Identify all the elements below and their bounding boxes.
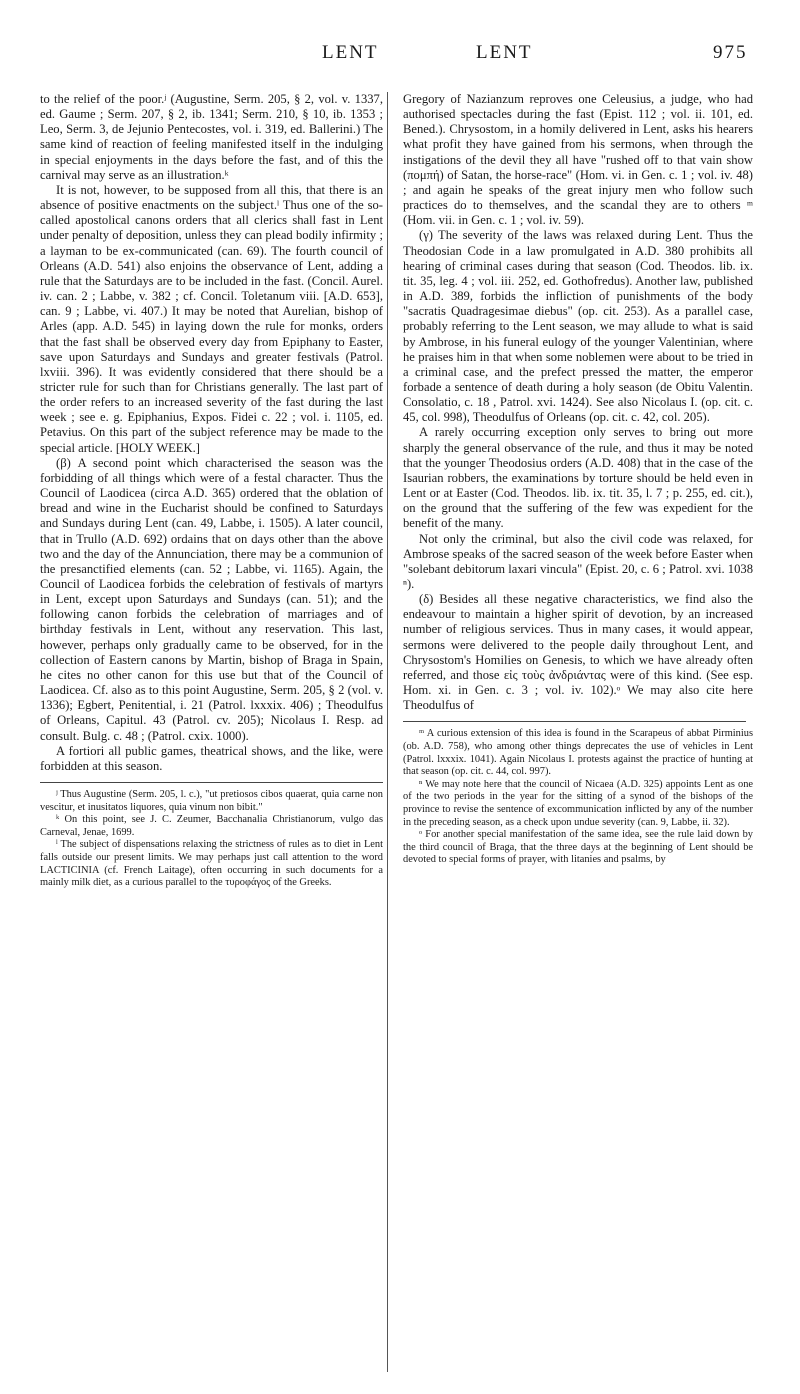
footnote: ᵒ For another special manifestation of the same idea, see the rule laid down by the third council of Braga, that the three days at the beginning of Lent should be devoted to special forms of prayer, with litanies and psalms, by: [403, 829, 753, 866]
running-head-left: LENT: [322, 42, 379, 63]
right-column: [403, 92, 753, 867]
body-paragraph: It is not, however, to be supposed from all this, that there is an absence of positive enactments on the subject.ˡ Thus one of the so-called apostolical canons orders that all clerics shall fast in Lent under penalty of deposition, unless they can plead bodily infirmity ; a layman to be ex-communicated (can. 69). The fourth council of Orleans (A.D. 541) also enjoins the observance of Lent, adding a rule that the Saturdays are to be included in the fast. (Concil. Aurel. iv. can. 2 ; Labbe, v. 382 ; cf. Concil. Toletanum viii. [A.D. 653], can. 9 ; Labbe, vi. 407.) It may be noted that Aurelian, bishop of Arles (app. A.D. 545) in laying down the rule for monks, orders that the fast shall be observed every day from Epiphany to Easter, save upon Saturdays and Sundays and greater festivals (Patrol. lxviii. 396). It was evidently considered that there should be a stricter rule for such than for Christians generally. The last part of the order refers to an increased severity of the fast during the last week ; see e. g. Epiphanius, Expos. Fidei c. 22 ; vol. i. 1105, ed. Petavius. On this part of the subject reference may be made to the special article. [HOLY WEEK.]: [40, 182, 383, 455]
body-paragraph: Not only the criminal, but also the civil code was relaxed, for Ambrose speaks of the sacred season of the week before Easter when "solebant debitorum laxari vincula" (Epist. 20, c. 6 ; Patrol. xvi. 1038 ⁿ).: [403, 531, 753, 591]
footnote: ˡ The subject of dispensations relaxing the strictness of rules as to diet in Lent falls outside our present limits. We may perhaps just call attention to the word LACTICINIA (cf. French Laitage), often occurring in such documents for a mainly milk diet, as a curious parallel to the τυροφάγος of the Greeks.: [40, 839, 383, 889]
running-header: [0, 42, 800, 74]
footnote-divider: [40, 782, 383, 783]
footnote: ⁿ We may note here that the council of Nicaea (A.D. 325) appoints Lent as one of the two periods in the year for the sitting of a synod of the bishops of the province to revise the sentence of excommunication inflicted by any of the number in the preceding season, as a check upon undue severity (can. 9, Labbe, ii. 32).: [403, 778, 753, 828]
footnote-divider: [403, 721, 746, 722]
running-head-center: LENT: [476, 42, 533, 63]
body-paragraph: (δ) Besides all these negative characteristics, we find also the endeavour to maintain a higher spirit of devotion, by an increased number of religious services. Thus in many cases, it would appear, sermons were delivered to the people daily throughout Lent, and Chrysostom's Homilies on Genesis, to which we have already often referred, and those εἰς τοὺς ἀνδριάντας were of this kind. (See esp. Hom. xi. in Gen. c. 3 ; vol. iv. 102).ᵒ We may also cite here Theodulfus of: [403, 592, 753, 713]
footnote: ᵐ A curious extension of this idea is found in the Scarapeus of abbat Pirminius (ob. A.D. 758), who among other things deprecates the use of vehicles in Lent (Patrol. lxxxix. 1041). Again Nicolaus I. protests against the practice of hunting at that season (op. cit. c. 44, col. 997).: [403, 728, 753, 778]
body-paragraph: Gregory of Nazianzum reproves one Celeusius, a judge, who had authorised spectacles during the fast (Epist. 112 ; vol. ii. 101, ed. Bened.). Chrysostom, in a homily delivered in Lent, asks his hearers what profit they have gained from his sermons, when through the instigations of the devil they all have "rushed off to that vain show (πομπή) of Satan, the horse-race" (Hom. vi. in Gen. c. 1 ; vol. iv. 48) ; and again he speaks of the great injury men who follow such practices do to themselves, and the scandal they are to others ᵐ (Hom. vii. in Gen. c. 1 ; vol. iv. 59).: [403, 92, 753, 228]
footnote: ᵏ On this point, see J. C. Zeumer, Bacchanalia Christianorum, vulgo das Carneval, Jenae, 1699.: [40, 814, 383, 838]
body-paragraph: A fortiori all public games, theatrical shows, and the like, were forbidden at this season.: [40, 743, 383, 773]
page-number: 975: [713, 42, 748, 63]
body-paragraph: (γ) The severity of the laws was relaxed during Lent. Thus the Theodosian Code in a law promulgated in A.D. 380 prohibits all hearing of criminal cases during that season (Cod. Theodos. lib. ix. tit. 35, leg. 4 ; vol. iii. 252, ed. Gothofredus). Another law, published in A.D. 389, forbids the infliction of punishments of the body "sacratis Quadragesimae diebus" (op. cit. 253). As a parallel case, probably referring to the Lent season, we may allude to what is said by Ambrose, in his funeral eulogy of the younger Valentinian, where he praises him in that when some noblemen were about to be tried in a criminal case, and the prefect pressed the matter, the emperor forbade a sentence of death during a holy season (de Obitu Valentin. Consolatio, c. 18 , Patrol. xvi. 1424). See also Nicolaus I. (op. cit. c. 45, col. 998), Theodulfus of Orleans (op. cit. c. 42, col. 205).: [403, 228, 753, 425]
body-paragraph: to the relief of the poor.ʲ (Augustine, Serm. 205, § 2, vol. v. 1337, ed. Gaume ; Serm. 207, § 2, ib. 1341; Serm. 210, § 10, ib. 1353 ; Leo, Serm. 3, de Jejunio Pentecostes, vol. i. 319, ed. Ballerini.) The same kind of reaction of feeling manifested itself in the indulging in special enjoyments in the days before the fast, and of this the carnival may serve as an illustration.ᵏ: [40, 92, 383, 182]
body-paragraph: (β) A second point which characterised the season was the forbidding of all things which were of a festal character. Thus the Council of Laodicea (circa A.D. 365) ordered that the oblation of bread and wine in the Eucharist should be confined to Saturdays and Sundays during Lent (can. 49, Labbe, i. 1505). A later council, that in Trullo (A.D. 692) ordains that on days other than the above two and the day of the Annunciation, there may be a communion of the presanctified elements (can. 52 ; Labbe, vi. 1165). Again, the Council of Laodicea forbids the celebration of festivals of martyrs in Lent, except upon Saturdays and Sundays (can. 51); and the following canon forbids the celebration of marriages and of birthday festivals in Lent, without any reservation. This last, however, perhaps only gradually came to be observed, for in the collection of Eastern canons by Martin, bishop of Braga in Spain, he cites no other canon for this use but that of the Council of Laodicea. Cf. also as to this point Augustine, Serm. 205, § 2 (vol. v. 1336); Egbert, Penitential, i. 21 (Patrol. lxxxix. 406) ; Theodulfus of Orleans, Capitul. 43 (Patrol. cv. 205); Nicolaus I. Resp. ad consult. Bulg. c. 48 ; (Patrol. cxix. 1000).: [40, 455, 383, 743]
left-column: [40, 92, 383, 890]
column-divider: [387, 92, 388, 1372]
footnote: ʲ Thus Augustine (Serm. 205, l. c.), "ut pretiosos cibos quaerat, quia carne non vescitur, et inusitatos liquores, quia vinum non bibit.": [40, 789, 383, 813]
body-paragraph: A rarely occurring exception only serves to bring out more sharply the general observance of the rule, and thus it may be noted that the younger Theodosius orders (A.D. 408) that in the case of the Isaurian robbers, the examinations by torture should be held even in Lent or at Easter (Cod. Theodos. lib. ix. tit. 35, l. 7 ; p. 255, ed. cit.), on the ground that the suffering of the few was expedient for the benefit of the many.: [403, 425, 753, 531]
